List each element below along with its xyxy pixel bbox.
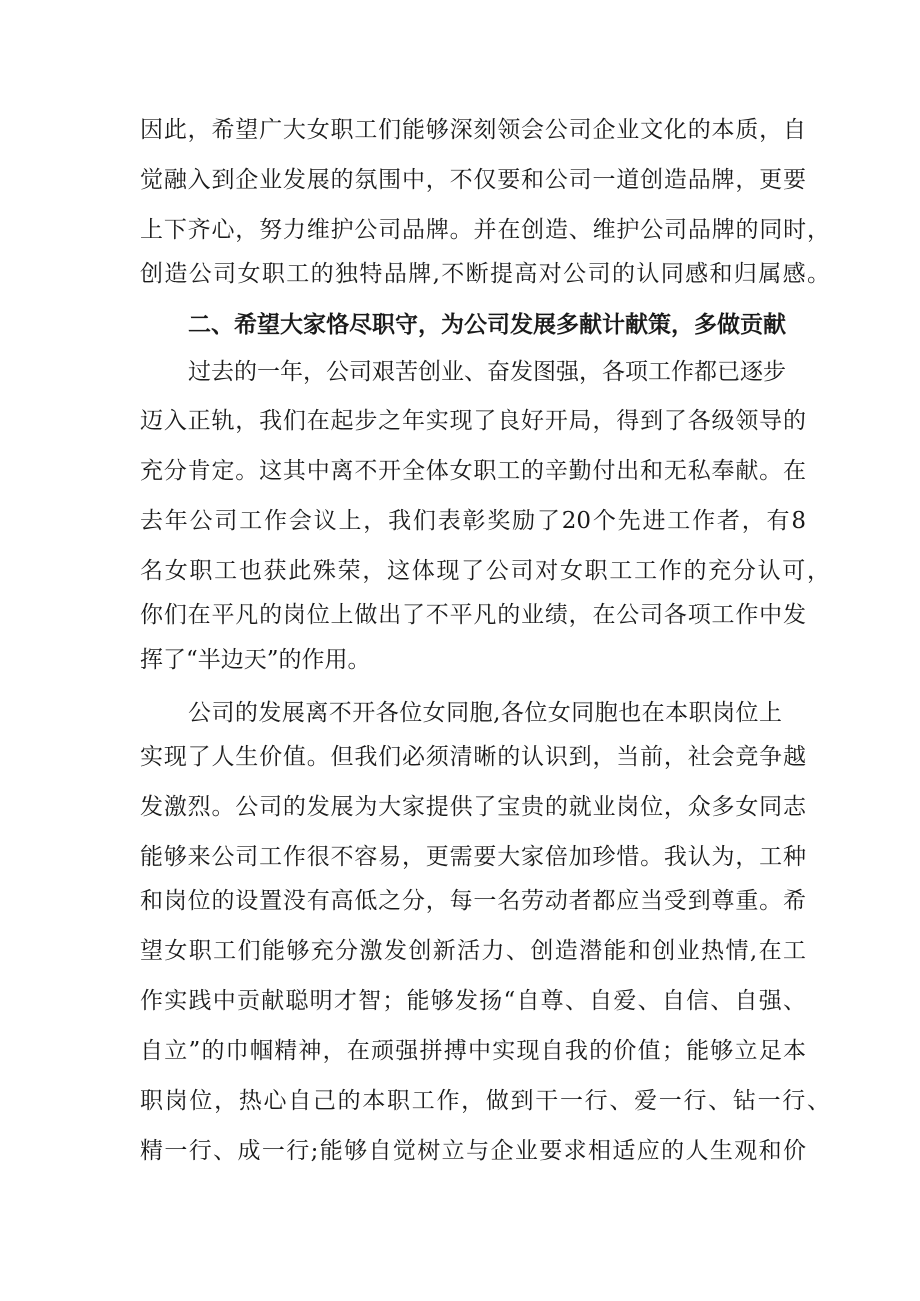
paragraph-line: 自立”的巾帼精神，在顽强拼搏中实现自我的价值；能够立足本 [140,1038,806,1064]
paragraph-line: 充分肯定。这其中离不开全体女职工的辛勤付出和无私奉献。在 [140,458,806,484]
paragraph-line: 过去的一年，公司艰苦创业、奋发图强，各项工作都已逐步 [188,359,786,385]
paragraph-line: 因此，希望广大女职工们能够深刻领会公司企业文化的本质，自 [140,117,806,143]
paragraph-line: 公司的发展离不开各位女同胞,各位女同胞也在本职岗位上 [188,700,782,726]
paragraph-line: 发激烈。公司的发展为大家提供了宝贵的就业岗位，众多女同志 [140,794,806,820]
paragraph-line: 去年公司工作会议上，我们表彰奖励了20个先进工作者，有8 [140,508,806,534]
paragraph-line: 和岗位的设置没有高低之分，每一名劳动者都应当受到尊重。希 [140,888,806,914]
paragraph-line: 实现了人生价值。但我们必须清晰的认识到，当前，社会竞争越 [140,744,806,770]
paragraph-line: 名女职工也获此殊荣，这体现了公司对女职工工作的充分认可， [140,558,830,584]
paragraph-line: 望女职工们能够充分激发创新活力、创造潜能和创业热情,在工 [140,938,806,964]
paragraph-line: 觉融入到企业发展的氛围中，不仅要和公司一道创造品牌，更要 [140,167,806,193]
section-heading: 二、希望大家恪尽职守，为公司发展多献计献策，多做贡献 [188,312,786,338]
paragraph-line: 作实践中贡献聪明才智；能够发扬“自尊、自爱、自信、自强、 [140,988,806,1014]
paragraph-line: 能够来公司工作很不容易，更需要大家倍加珍惜。我认为，工种 [140,844,806,870]
paragraph-line: 迈入正轨，我们在起步之年实现了良好开局，得到了各级领导的 [140,408,806,434]
paragraph-line: 创造公司女职工的独特品牌,不断提高对公司的认同感和归属感。 [140,261,830,287]
paragraph-line: 精一行、成一行;能够自觉树立与企业要求相适应的人生观和价 [140,1138,806,1164]
paragraph-line: 挥了“半边天”的作用。 [140,647,371,673]
paragraph-line: 上下齐心，努力维护公司品牌。并在创造、维护公司品牌的同时， [140,217,830,243]
paragraph-line: 职岗位，热心自己的本职工作，做到干一行、爱一行、钻一行、 [140,1088,830,1114]
paragraph-line: 你们在平凡的岗位上做出了不平凡的业绩，在公司各项工作中发 [140,602,806,628]
